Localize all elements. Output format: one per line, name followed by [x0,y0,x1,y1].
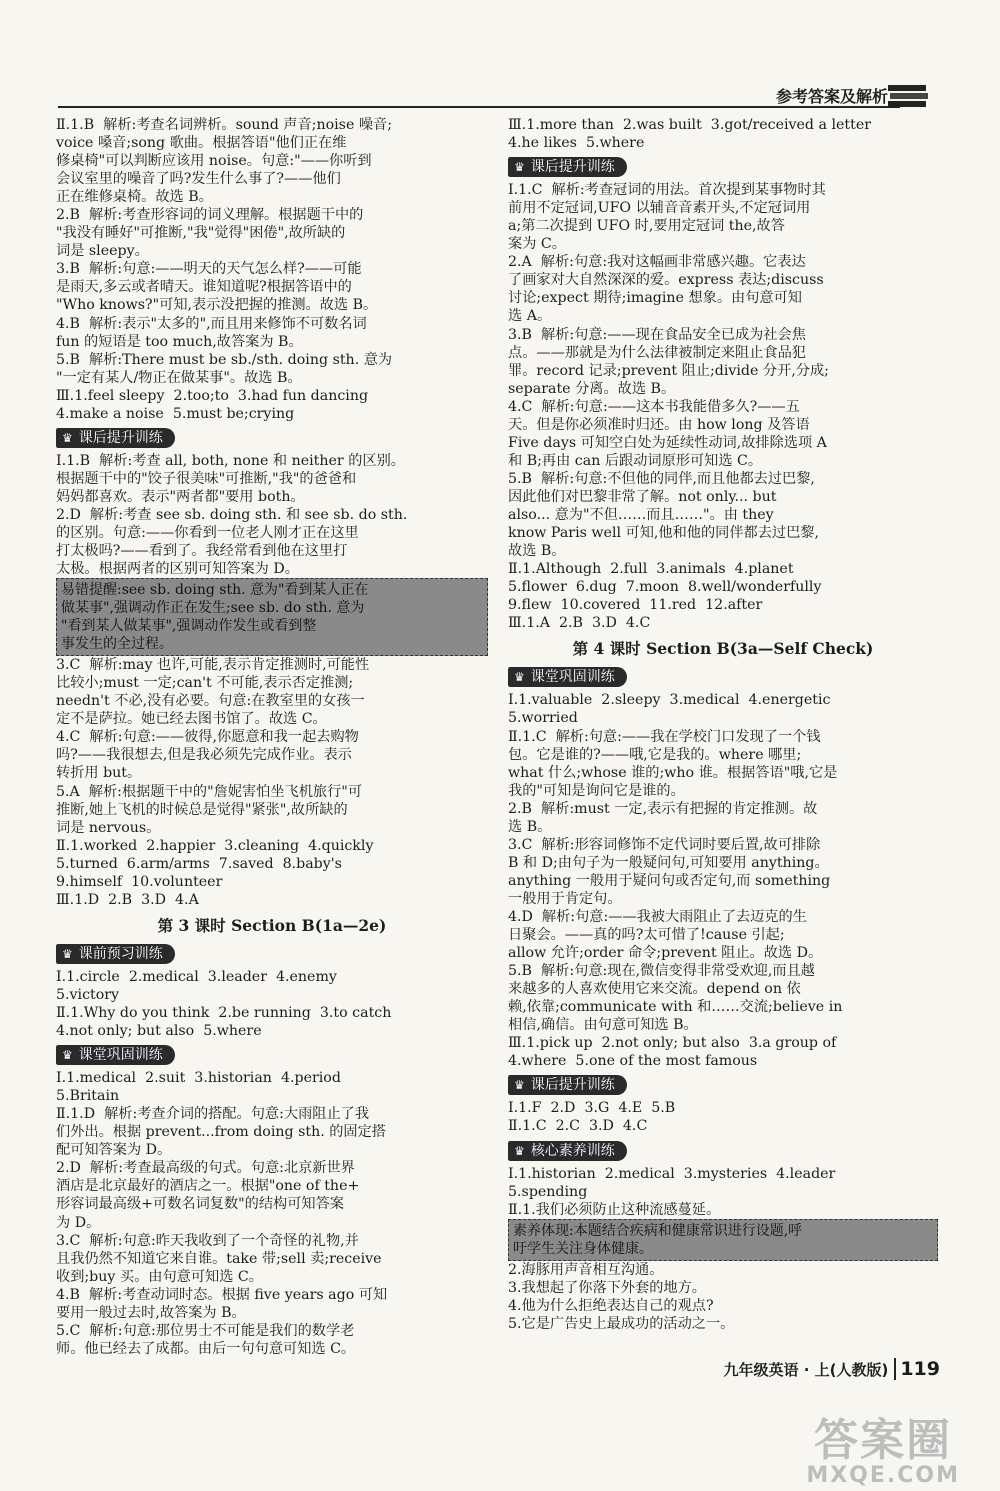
note-box: 素养体现:本题结合疾病和健康常识进行设题,呼 吁学生关注身体健康。 [508,1219,938,1261]
answer-text: Ⅰ.1.medical 2.suit 3.historian 4.period 5.Britain Ⅱ.1.D 解析:考查介词的搭配。句意:大雨阻止了我 们外出。根据 prevent...from doing sth. 的固定搭 配可知答案为 D。 2.D 解析:考查最高级的句式。句意:北京新世界 酒店是北京最好的酒店之一。根据"one of the+ 形容词最高级+可数名词复数"的结构可知答案 为 D。 3.C 解析:句意:昨天我收到了一个奇怪的礼物,并 且我仍然不知道它来自谁。take 带;sell 卖;receive 收到;buy 买。由句意可知选 C。 4.B 解析:考查动词时态。根据 five years ago 可知 要用一般过去时,故答案为 B。 5.C 解析:句意:那位男士不可能是我们的数学老 师。他已经去了成都。由后一句句意可知选 C。 [56,1070,388,1357]
section-heading-label: 课堂巩固训练 [530,669,615,686]
answer-text: Ⅱ.1.B 解析:考查名词辨析。sound 声音;noise 噪音; voice 嗓音;song 歌曲。根据答语"他们正在维 修桌椅"可以判断应该用 noise。句意:"——你听到 会议室里的噪音了吗?发生什么事了?——他们 正在维修桌椅。故选 B。 2.B 解析:考查形容词的词义理解。根据题干中的 "我没有睡好"可推断,"我"觉得"困倦",故所缺的 词是 sleepy。 3.B 解析:句意:——明天的天气怎么样?——可能 是雨天,多云或者晴天。谁知道呢?根据答语中的 "Who knows?"可知,表示没把握的推测。故选 B。 4.B 解析:表示"太多的",而且用来修饰不可数名词 fun 的短语是 too much,故答案为 B。 5.B 解析:There must be sb./sth. doing sth. 意为 "一定有某人/物正在做某事"。故选 B。 Ⅲ.1.feel sleepy 2.too;to 3.had fun dancing 4.make a noise 5.must be;crying [56,117,393,422]
left-column [56,116,488,1358]
section-heading-label: 课前预习训练 [78,945,163,962]
answer-text: Ⅰ.1.valuable 2.sleepy 3.medical 4.energetic 5.worried Ⅱ.1.C 解析:句意:——我在学校门口发现了一个钱 包。它是谁的?——哦,它是我的。where 哪里; what 什么;whose 谁的;who 谁。根据答语"哦,它是 我的"可知是询问它是谁的。 2.B 解析:must 一定,表示有把握的肯定推测。故 选 B。 3.C 解析:形容词修饰不定代词时要后置,故可排除 B 和 D;由句子为一般疑问句,可知要用 anything。 anything 一般用于疑问句或否定句,而 something 一般用于肯定句。 4.D 解析:句意:——我被大雨阻止了去迈克的生 日聚会。——真的吗?太可惜了!cause 引起; allow 允许;order 命令;prevent 阻止。故选 D。 5.B 解析:句意:现在,微信变得非常受欢迎,而且越 来越多的人喜欢使用它来交流。depend on 依 赖,依靠;communicate with 和……交流;believe in 相信,确信。由句意可知选 B。 Ⅲ.1.pick up 2.not only; but also 3.a group of 4.where 5.one of the most famous [508,692,843,1070]
section-heading [508,667,627,687]
section-heading-label: 课后提升训练 [530,1077,615,1094]
section-heading [508,1075,627,1095]
page-number: 119 [894,1358,940,1380]
book-stack-icon [886,82,930,112]
lesson-title: 第 4 课时 Section B(3a—Self Check) [572,639,874,659]
answer-text: Ⅰ.1.F 2.D 3.G 4.E 5.B Ⅱ.1.C 2.C 3.D 4.C [508,1100,676,1135]
watermark-line1: 答案圈 [814,1414,953,1466]
lesson-title: 第 3 课时 Section B(1a—2e) [157,915,387,935]
section-heading [56,1045,175,1065]
watermark-line2: MXQE.COM [806,1462,960,1488]
answer-text: 3.C 解析:may 也许,可能,表示肯定推测时,可能性 比较小;must 一定;can't 不可能,表示否定推测; needn't 不必,没有必要。句意:在教室里的女孩一 定不是萨拉。她已经去图书馆了。故选 C。 4.C 解析:句意:——彼得,你愿意和我一起去购物 吗?——我很想去,但是我必须先完成作业。表示 转折用 but。 5.A 解析:根据题干中的"詹妮害怕坐飞机旅行"可 推断,她上飞机的时候总是觉得"紧张",故所缺的 词是 nervous。 Ⅱ.1.worked 2.happier 3.cleaning 4.quickly 5.turned 6.arm/arms 7.saved 8.baby's 9.himself 10.volunteer Ⅲ.1.D 2.B 3.D 4.A [56,657,374,908]
section-heading [508,157,627,177]
section-heading-label: 课后提升训练 [530,159,615,176]
answer-text: 2.海豚用声音相互沟通。 3.我想起了你落下外套的地方。 4.他为什么拒绝表达自己的观点? 5.它是广告史上最成功的活动之一。 [508,1261,735,1332]
section-heading-label: 核心素养训练 [530,1142,615,1159]
note-box: 易错提醒:see sb. doing sth. 意为"看到某人正在 做某事",强调动作正在发生;see sb. do sth. 意为 "看到某人做某事",强调动作发生或看到整 事发生的全过程。 [56,578,488,656]
header-rule [58,106,900,108]
section-heading-label: 课堂巩固训练 [78,1047,163,1064]
right-column [508,116,938,1333]
crown-icon: ♛ [62,946,73,961]
section-heading [56,944,175,964]
footer-book-title: 九年级英语 · 上(人教版) [723,1361,889,1379]
page-footer [723,1358,940,1380]
answer-text: Ⅰ.1.B 解析:考查 all, both, none 和 neither 的区别。 根据题干中的"饺子很美味"可推断,"我"的爸爸和 妈妈都喜欢。表示"两者都"要用 both。 2.D 解析:考查 see sb. doing sth. 和 see sb. do sth. 的区别。句意:——你看到一位老人刚才正在这里 打太极吗?——看到了。我经常看到他在这里打 太极。根据两者的区别可知答案为 D。 [56,452,408,578]
answer-text: Ⅲ.1.more than 2.was built 3.got/received a letter 4.he likes 5.where [508,117,871,152]
header-title: 参考答案及解析 [775,87,888,106]
section-heading-label: 课后提升训练 [78,429,163,446]
answer-text: Ⅰ.1.C 解析:考查冠词的用法。首次提到某事物时其 前用不定冠词,UFO 以辅音音素开头,不定冠词用 a;第二次提到 UFO 时,要用定冠词 the,故答 案为 C。 2.A 解析:句意:我对这幅画非常感兴趣。它表达 了画家对大自然深深的爱。express 表达;discuss 讨论;expect 期待;imagine 想象。由句意可知 选 A。 3.B 解析:句意:——现在食品安全已成为社会焦 点。——那就是为什么法律被制定来阻止食品犯 罪。record 记录;prevent 阻止;divide 分开,分成; separate 分离。故选 B。 4.C 解析:句意:——这本书我能借多久?——五 天。但是你必须准时归还。由 how long 及答语 Five days 可知空白处为延续性动词,故排除选项 A 和 B;再由 can 后跟动词原形可知选 C。 5.B 解析:句意:不但他的同伴,而且他都去过巴黎, 因此他们对巴黎非常了解。not only... but also... 意为"不但……而且……"。由 they know Paris well 可知,他和他的同伴都去过巴黎, 故选 B。 Ⅱ.1.Although 2.full 3.animals 4.planet 5.flower 6.dug 7.moon 8.well/wonderfully 9.flew 10.covered 11.red 12.after Ⅲ.1.A 2.B 3.D 4.C [508,182,829,632]
answer-text: Ⅰ.1.historian 2.medical 3.mysteries 4.leader 5.spending Ⅱ.1.我们必须防止这种流感蔓延。 [508,1165,836,1218]
section-heading [56,428,175,448]
crown-icon: ♛ [514,670,525,685]
crown-icon: ♛ [62,430,73,445]
crown-icon: ♛ [514,160,525,175]
crown-icon: ♛ [62,1048,73,1063]
section-heading [508,1141,627,1161]
crown-icon: ♛ [514,1143,525,1158]
answer-text: Ⅰ.1.circle 2.medical 3.leader 4.enemy 5.victory Ⅱ.1.Why do you think 2.be running 3.to catch 4.not only; but also 5.where [56,968,392,1040]
watermark-logo [806,1414,960,1488]
crown-icon: ♛ [514,1078,525,1093]
